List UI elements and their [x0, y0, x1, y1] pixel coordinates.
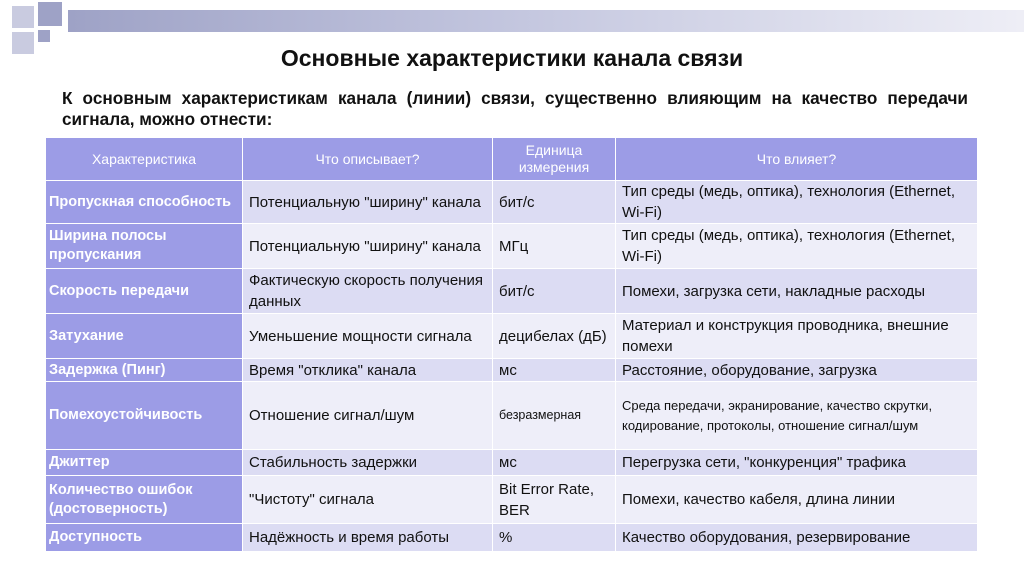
- row-description: Потенциальную "ширину" канала: [243, 224, 493, 269]
- table-row: [46, 524, 978, 552]
- table-row: [46, 269, 978, 314]
- row-unit: %: [493, 524, 616, 552]
- row-unit: бит/с: [493, 269, 616, 314]
- column-header-unit: Единица измерения: [493, 138, 616, 181]
- row-description: Фактическую скорость получения данных: [243, 269, 493, 314]
- table-row: [46, 181, 978, 224]
- row-characteristic: Задержка (Пинг): [46, 359, 243, 382]
- row-unit: децибелах (дБ): [493, 314, 616, 359]
- row-characteristic: Количество ошибок (достоверность): [46, 476, 243, 524]
- corner-decoration-square: [38, 30, 50, 42]
- row-unit: МГц: [493, 224, 616, 269]
- row-description: Время "отклика" канала: [243, 359, 493, 382]
- row-unit: Bit Error Rate, BER: [493, 476, 616, 524]
- table-row: [46, 359, 978, 382]
- row-description: Стабильность задержки: [243, 450, 493, 476]
- row-description: Отношение сигнал/шум: [243, 382, 493, 450]
- row-description: Надёжность и время работы: [243, 524, 493, 552]
- table-row: [46, 314, 978, 359]
- row-unit: бит/с: [493, 181, 616, 224]
- row-description: Уменьшение мощности сигнала: [243, 314, 493, 359]
- row-influence: Перегрузка сети, "конкуренция" трафика: [616, 450, 978, 476]
- row-influence: Тип среды (медь, оптика), технология (Ethernet, Wi-Fi): [616, 224, 978, 269]
- intro-paragraph: К основным характеристикам канала (линии) связи, существенно влияющим на качество передачи сигнала, можно отнести:: [62, 88, 968, 129]
- row-influence: Помехи, загрузка сети, накладные расходы: [616, 269, 978, 314]
- header-gradient-bar: [68, 10, 1024, 32]
- column-header-description: Что описывает?: [243, 138, 493, 181]
- row-influence: Качество оборудования, резервирование: [616, 524, 978, 552]
- corner-decoration-square: [38, 2, 62, 26]
- row-influence: Материал и конструкция проводника, внешние помехи: [616, 314, 978, 359]
- row-influence: Расстояние, оборудование, загрузка: [616, 359, 978, 382]
- row-unit: безразмерная: [493, 382, 616, 450]
- row-influence: Помехи, качество кабеля, длина линии: [616, 476, 978, 524]
- row-influence: Тип среды (медь, оптика), технология (Ethernet, Wi-Fi): [616, 181, 978, 224]
- row-characteristic: Пропускная способность: [46, 181, 243, 224]
- table-row: [46, 224, 978, 269]
- table-row: [46, 382, 978, 450]
- row-unit: мс: [493, 450, 616, 476]
- row-influence: Среда передачи, экранирование, качество скрутки, кодирование, протоколы, отношение сигнал/шум: [616, 382, 978, 450]
- column-header-characteristic: Характеристика: [46, 138, 243, 181]
- row-characteristic: Помехоустойчивость: [46, 382, 243, 450]
- row-description: "Чистоту" сигнала: [243, 476, 493, 524]
- characteristics-table: [45, 137, 978, 552]
- row-characteristic: Скорость передачи: [46, 269, 243, 314]
- row-characteristic: Ширина полосы пропускания: [46, 224, 243, 269]
- row-characteristic: Затухание: [46, 314, 243, 359]
- table-header-row: [46, 138, 978, 181]
- row-unit: мс: [493, 359, 616, 382]
- row-description: Потенциальную "ширину" канала: [243, 181, 493, 224]
- row-characteristic: Доступность: [46, 524, 243, 552]
- row-characteristic: Джиттер: [46, 450, 243, 476]
- table-row: [46, 450, 978, 476]
- slide-title: Основные характеристики канала связи: [280, 45, 744, 71]
- column-header-influence: Что влияет?: [616, 138, 978, 181]
- table-row: [46, 476, 978, 524]
- corner-decoration-square: [12, 6, 34, 28]
